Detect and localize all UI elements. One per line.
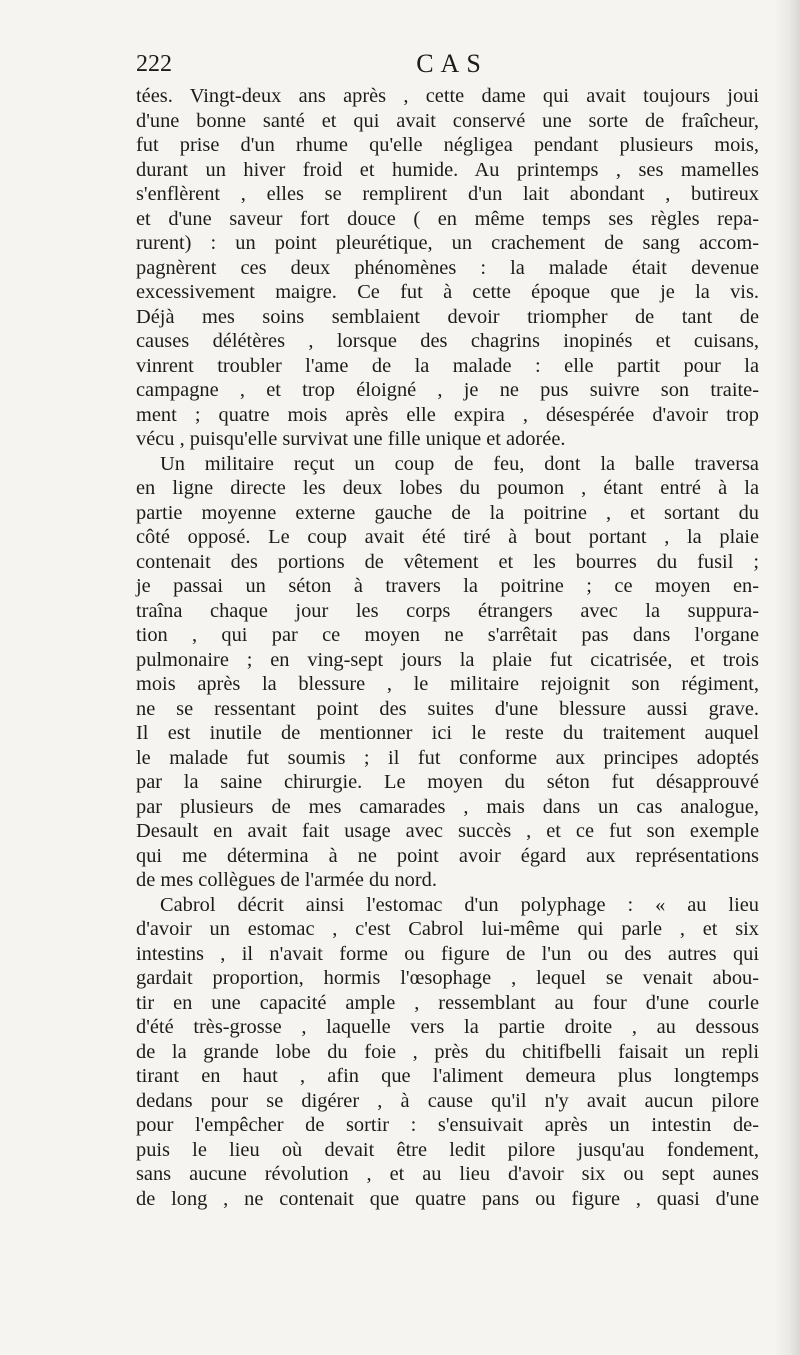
text-line: de la grande lobe du foie , près du chitifbelli faisait un repli — [136, 1040, 759, 1063]
text-line: Déjà mes soins semblaient devoir triompher de tant de — [136, 305, 759, 328]
text-line: d'été très-grosse , laquelle vers la partie droite , au dessous — [136, 1016, 759, 1038]
text-line: pour l'empêcher de sortir : s'ensuivait après un intestin de- — [136, 1114, 759, 1136]
text-line: fut prise d'un rhume qu'elle négligea pendant plusieurs mois, — [136, 134, 759, 156]
running-head — [136, 46, 768, 82]
text-line: de long , ne contenait que quatre pans ou figure , quasi d'une — [136, 1187, 759, 1210]
text-line: s'enflèrent , elles se remplirent d'un lait abondant , butireux — [136, 183, 759, 205]
text-line: puis le lieu où devait être ledit pilore jusqu'au fondement, — [136, 1138, 759, 1161]
text-line: pulmonaire ; en ving-sept jours la plaie fut cicatrisée, et trois — [136, 648, 759, 671]
text-line: excessivement maigre. Ce fut à cette époque que je la vis. — [136, 281, 759, 303]
text-line: ne se ressentant point des suites d'une blessure aussi grave. — [136, 697, 759, 720]
text-line: tir en une capacité ample , ressemblant au four d'une courle — [136, 991, 759, 1014]
page-edge-shadow — [774, 0, 800, 1355]
text-line: tées. Vingt-deux ans après , cette dame qui avait toujours joui — [136, 85, 759, 107]
page-number: 222 — [136, 51, 172, 77]
text-line: gardait proportion, hormis l'œsophage , lequel se venait abou- — [136, 967, 759, 989]
text-line: en ligne directe les deux lobes du poumon , étant entré à la — [136, 477, 759, 499]
text-line: je passai un séton à travers la poitrine ; ce moyen en- — [136, 575, 759, 597]
text-line: sans aucune révolution , et au lieu d'avoir six ou sept aunes — [136, 1163, 759, 1185]
text-line: durant un hiver froid et humide. Au printemps , ses mamelles — [136, 158, 759, 181]
text-line: dedans pour se digérer , à cause qu'il n'y avait aucun pilore — [136, 1089, 759, 1112]
text-line: causes délétères , lorsque des chagrins inopinés et cuisans, — [136, 330, 759, 352]
text-line: contenait des portions de vêtement et les bourres du fusil ; — [136, 550, 759, 573]
text-line: côté opposé. Le coup avait été tiré à bout portant , la plaie — [136, 526, 759, 548]
text-line: vinrent troubler l'ame de la malade : elle partit pour la — [136, 354, 759, 377]
text-line: Desault en avait fait usage avec succès , et ce fut son exemple — [136, 820, 759, 842]
text-line: partie moyenne externe gauche de la poitrine , et sortant du — [136, 501, 759, 524]
text-line: par la saine chirurgie. Le moyen du séton fut désapprouvé — [136, 771, 759, 793]
text-line: tion , qui par ce moyen ne s'arrêtait pas dans l'organe — [136, 624, 759, 646]
text-line: d'une bonne santé et qui avait conservé une sorte de fraîcheur, — [136, 109, 759, 132]
text-line: par plusieurs de mes camarades , mais dans un cas analogue, — [136, 795, 759, 818]
text-line: traîna chaque jour les corps étrangers avec la suppura- — [136, 599, 759, 622]
text-line: campagne , et trop éloigné , je ne pus suivre son traite- — [136, 379, 759, 401]
text-line: Il est inutile de mentionner ici le reste du traitement auquel — [136, 722, 759, 744]
paragraph-start-line: Un militaire reçut un coup de feu, dont la balle traversa — [160, 452, 759, 475]
text-line: mois après la blessure , le militaire rejoignit son régiment, — [136, 673, 759, 695]
header-title: CAS — [416, 49, 488, 78]
text-line: d'avoir un estomac , c'est Cabrol lui-même qui parle , et six — [136, 918, 759, 940]
text-line: de mes collègues de l'armée du nord. — [136, 869, 437, 891]
text-line: vécu , puisqu'elle survivat une fille unique et adorée. — [136, 428, 566, 450]
text-line: tirant en haut , afin que l'aliment demeura plus longtemps — [136, 1065, 759, 1087]
text-line: qui me détermina à ne point avoir égard aux représentations — [136, 844, 759, 867]
text-line: pagnèrent ces deux phénomènes : la malade était devenue — [136, 256, 759, 279]
text-line: le malade fut soumis ; il fut conforme aux principes adoptés — [136, 746, 759, 769]
paragraph-start-line: Cabrol décrit ainsi l'estomac d'un polyphage : « au lieu — [160, 893, 759, 916]
text-line: intestins , il n'avait forme ou figure de l'un ou des autres qui — [136, 942, 759, 965]
text-line: ment ; quatre mois après elle expira , désespérée d'avoir trop — [136, 403, 759, 426]
body-text — [136, 84, 759, 1211]
text-line: rurent) : un point pleurétique, un crachement de sang accom- — [136, 232, 759, 254]
text-line: et d'une saveur fort douce ( en même temps ses règles repa- — [136, 207, 759, 230]
